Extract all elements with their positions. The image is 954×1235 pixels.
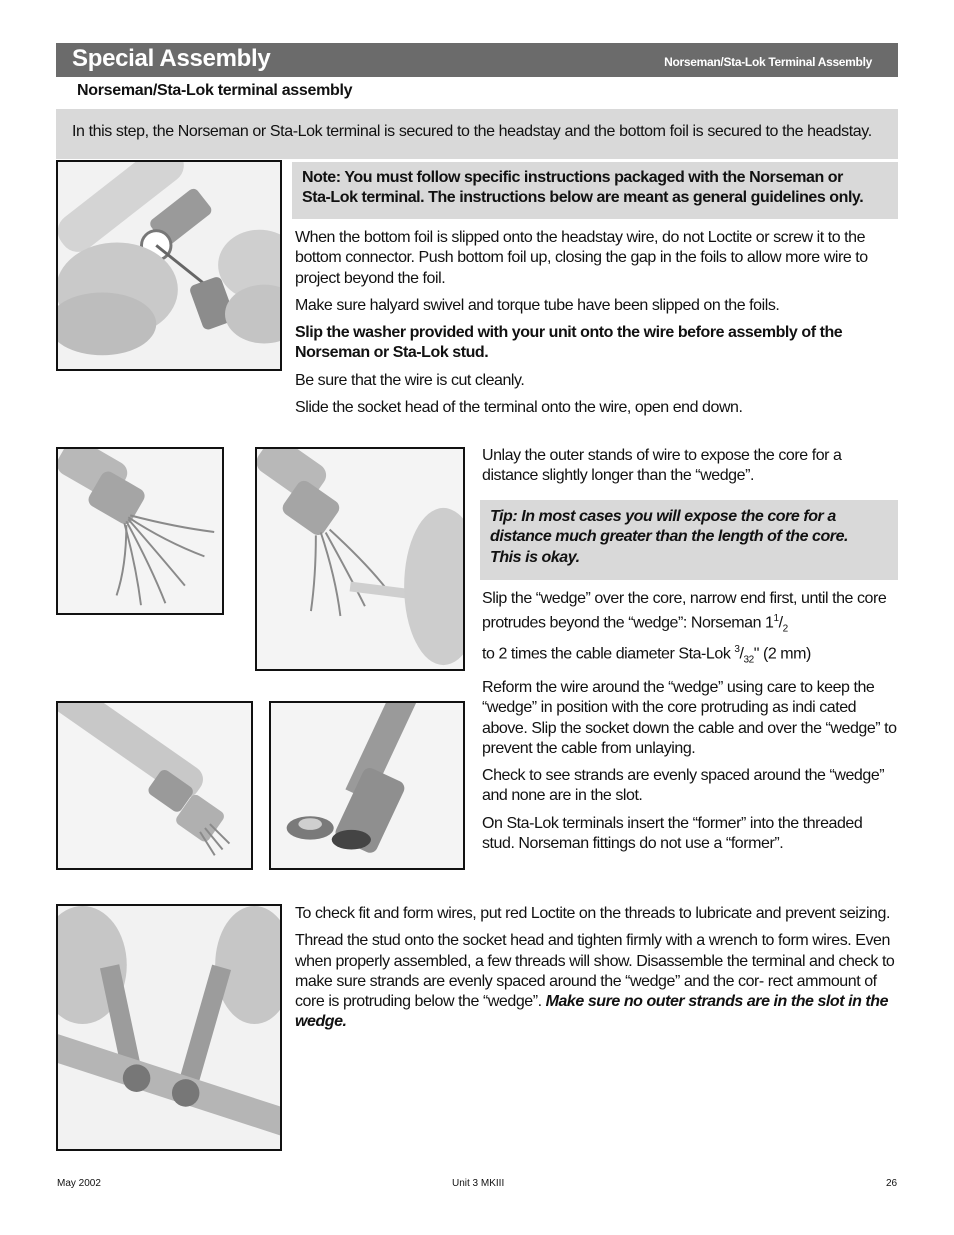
photo-wrenches (56, 904, 282, 1151)
block3-p2-emphasis: Make sure no outer strands are in the slot in the wedge. (295, 993, 889, 1031)
block2-text-lower (482, 589, 898, 861)
fraction-2-den: 32 (743, 654, 754, 666)
block1-p4: Be sure that the wire is cut cleanly. (295, 371, 525, 389)
header-subtitle: Norseman/Sta-Lok Terminal Assembly (664, 55, 872, 69)
note-line-1: Note: You must follow specific instructions packaged with the Norseman or (302, 169, 843, 186)
block2-p2a: Slip the “wedge” over the core, narrow end first, until the core protrudes beyond the “wedge”: Norseman 1 (482, 590, 887, 632)
photo-unlaid-strands (56, 447, 224, 615)
block3-p1: To check fit and form wires, put red Loctite on the threads to lubricate and prevent seizing. (295, 905, 890, 922)
tip-box (480, 500, 898, 580)
fraction-1-num: 1 (773, 613, 779, 625)
photo-foil-terminal (56, 701, 253, 870)
block1-p1: When the bottom foil is slipped onto the headstay wire, do not Loctite or screw it to the bottom connector. Push bottom foil up, closing the gap in the foils to allow more wire to project beyond the foil. (295, 229, 868, 287)
footer-unit: Unit 3 MKIII (452, 1178, 505, 1189)
photo-foil-terminal-image (58, 703, 251, 868)
block3-p2 (295, 931, 899, 1032)
photo-washer-socket (56, 160, 282, 371)
intro-text: In this step, the Norseman or Sta-Lok terminal is secured to the headstay and the bottom foil is secured to the headstay. (72, 123, 872, 140)
block2-p2c: " (2 mm) (753, 645, 811, 663)
intro-box (56, 109, 898, 159)
block2-p3: Reform the wire around the “wedge” using care to keep the “wedge” in position with the core protruding as indi cated above. Slip the socket down the cable and over the “wedge” to prevent the cable from unlaying. (482, 678, 897, 757)
photo-former-stud (269, 701, 465, 870)
section-heading: Norseman/Sta-Lok terminal assembly (77, 82, 353, 99)
footer-page-number: 26 (886, 1178, 898, 1189)
block2-p1: Unlay the outer stands of wire to expose the core for a distance slightly longer than the “wedge”. (482, 447, 842, 485)
block1-p2: Make sure halyard swivel and torque tube have been slipped on the foils. (295, 296, 780, 314)
note-box (292, 162, 898, 219)
footer-date: May 2002 (57, 1178, 101, 1189)
fraction-1-den: 2 (782, 623, 788, 635)
block3-p2-text: Thread the stud onto the socket head and tighten firmly with a wrench to form wires. Even when properly assembled, a few threads will show. Disassemble the terminal and check to make sure strands are evenly spaced around the “wedge” and the cor- rect ammount of core is protruding below the “wedge”. (295, 932, 895, 1011)
photo-wedge-core (255, 447, 465, 671)
page-title: Special Assembly (72, 45, 271, 72)
photo-wrenches-image (58, 906, 280, 1149)
photo-washer-socket-image (58, 162, 280, 369)
block1-p3: Slip the washer provided with your unit onto the wire before assembly of the Norseman or Sta-Lok stud. (295, 324, 843, 362)
header-bar (56, 43, 898, 77)
block2-text (482, 446, 898, 487)
block2-p2: Slip the “wedge” over the core, narrow end first, until the core protrudes beyond the “wedge”: Norseman $1^1/_2$ to 2 times the cable diameter Sta-Lok $^3/_{32}$" (2 mm) (482, 590, 887, 666)
photo-wedge-core-image (257, 449, 463, 669)
note-line-2: Sta-Lok terminal. The instructions below are meant as general guidelines only. (302, 189, 864, 207)
photo-former-stud-image (271, 703, 463, 868)
block2-p2b: to 2 times the cable diameter Sta-Lok (482, 645, 735, 663)
block3-text (295, 904, 899, 1040)
fraction-2-num: 3 (734, 644, 740, 656)
note-text (302, 168, 863, 209)
block2-p5: On Sta-Lok terminals insert the “former” into the threaded stud. Norseman fittings do not use a “former”. (482, 814, 863, 852)
photo-unlaid-strands-image (58, 449, 222, 613)
block2-p4: Check to see strands are evenly spaced around the “wedge” and none are in the slot. (482, 767, 885, 805)
block1-p5: Slide the socket head of the terminal onto the wire, open end down. (295, 399, 743, 417)
block1-text (295, 228, 899, 425)
tip-text: Tip: In most cases you will expose the core for a distance much greater than the length of the core. This is okay. (490, 508, 849, 566)
